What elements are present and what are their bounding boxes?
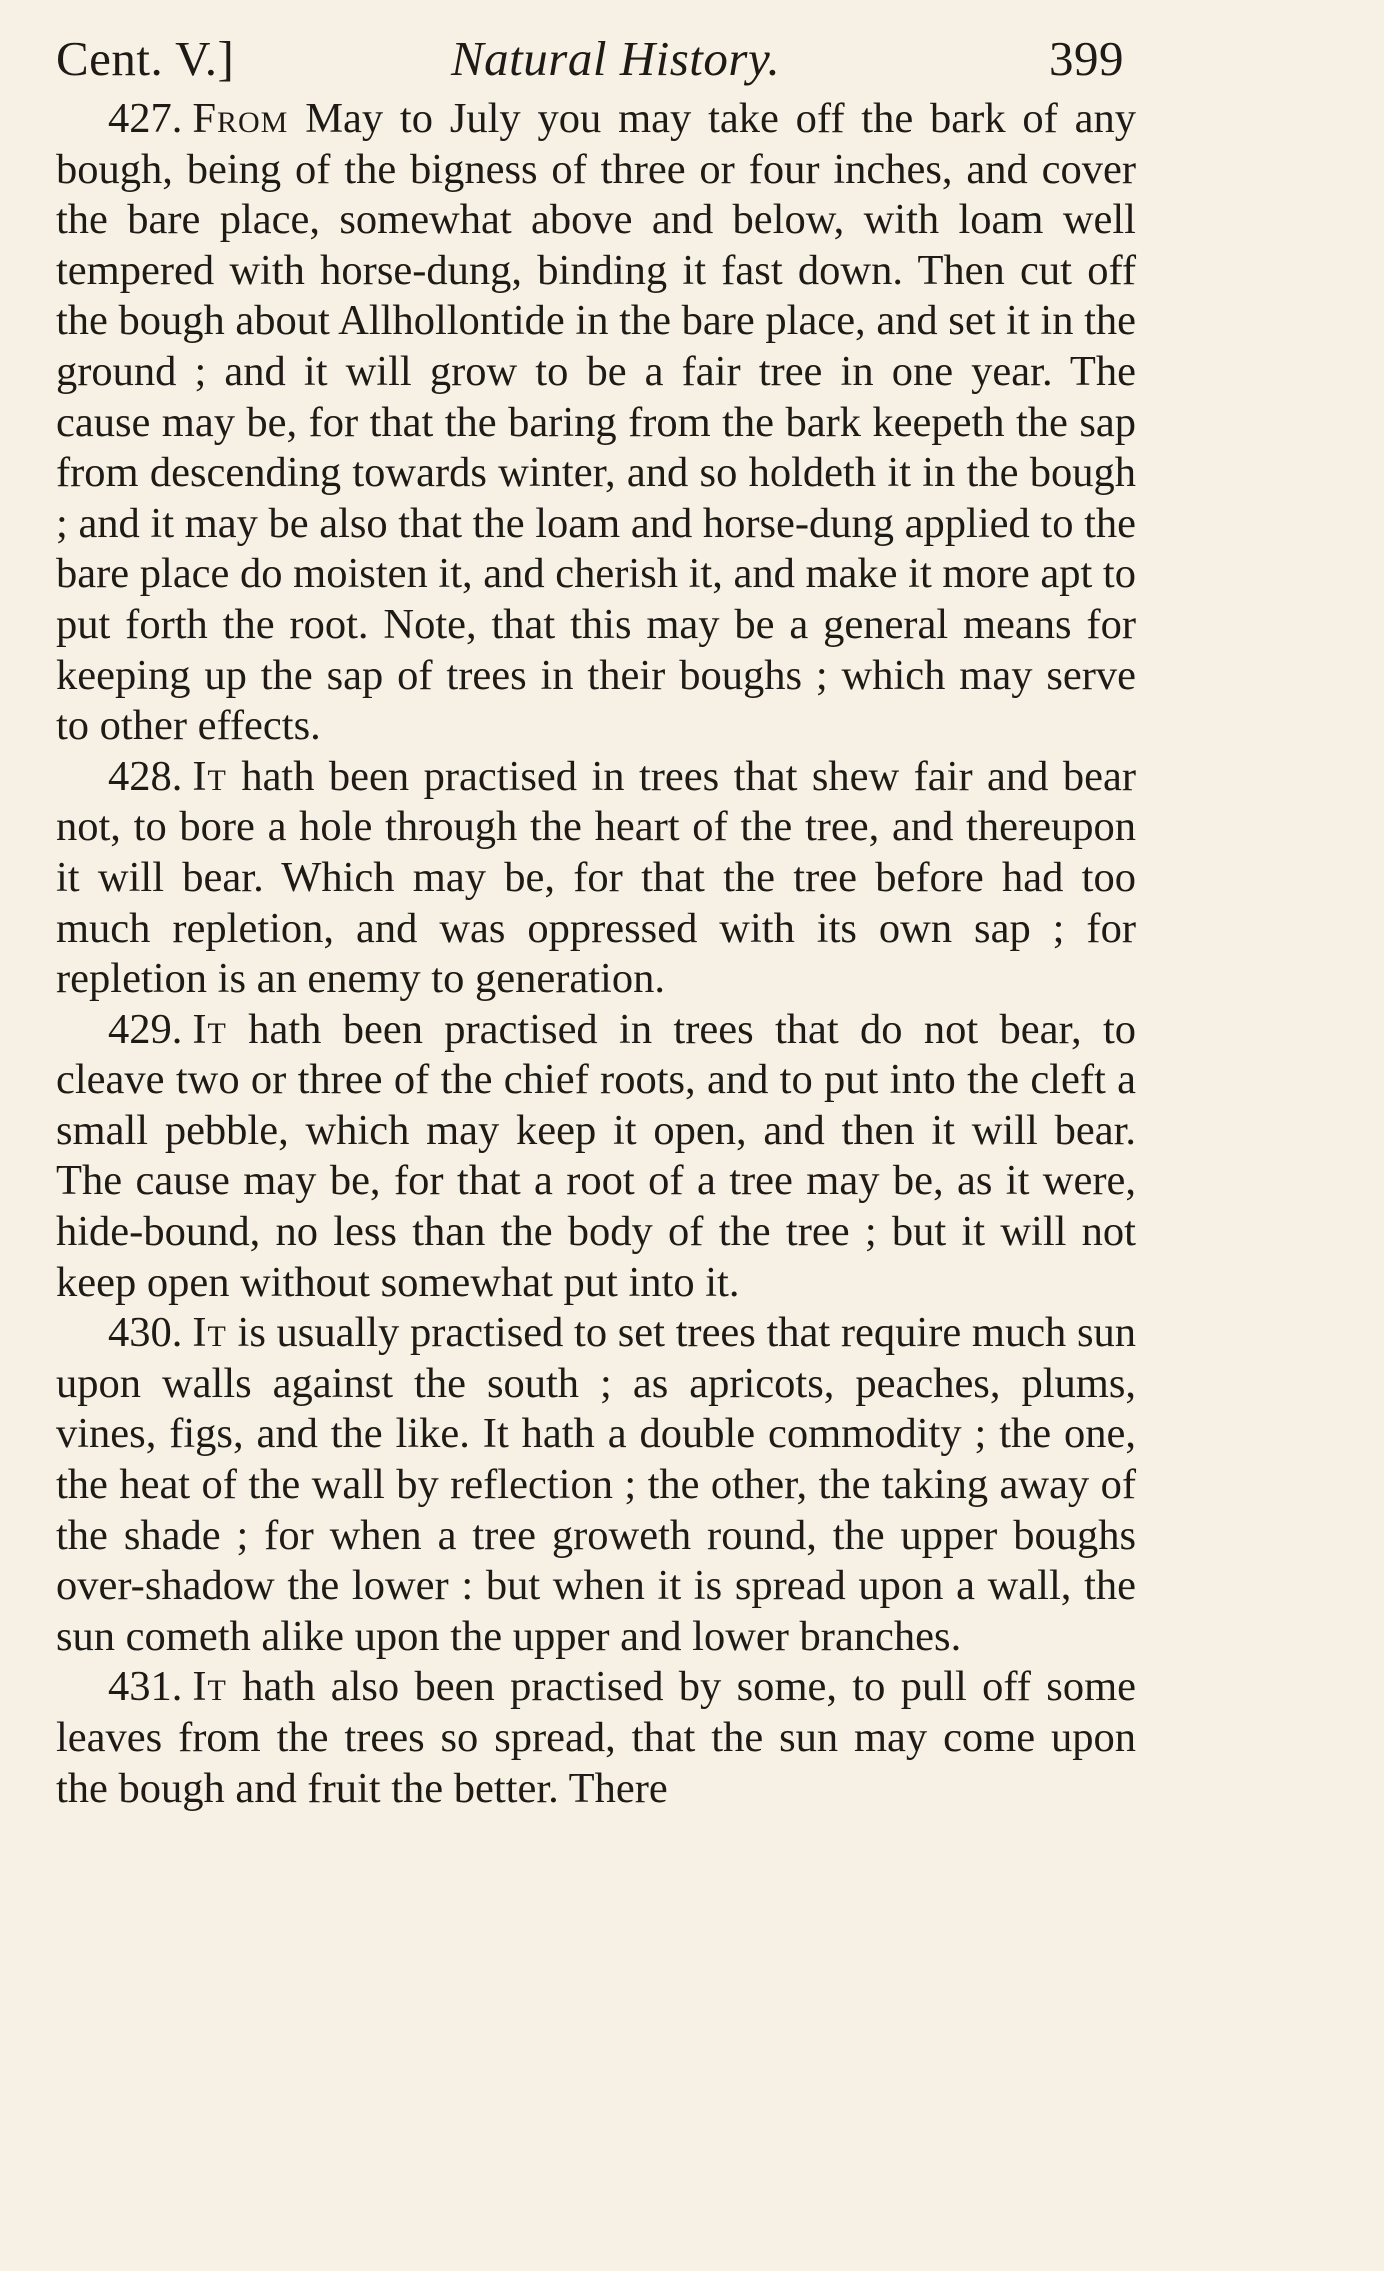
- running-title: Natural History.: [451, 31, 781, 86]
- paragraph-429: [56, 1005, 1136, 1309]
- paragraph-lead-word: It: [192, 1309, 227, 1357]
- body-text: [56, 94, 1136, 1814]
- paragraph-text: hath been practised in trees that do not bear, to cleave two or three of the chief roots, and to put into the cleft a small pebble, which may keep it open, and then it will bear. The cause may be, for that a root of a tree may be, as it were, hide-bound, no less than the body of the tree ; but it will not keep open without somewhat put into it.: [56, 1005, 1136, 1306]
- paragraph-number: 427.: [108, 95, 183, 142]
- paragraph-lead-word: From: [192, 95, 289, 142]
- paragraph-number: 431.: [108, 1663, 183, 1711]
- paragraph-lead-word: It: [192, 1005, 227, 1053]
- paragraph-text: hath also been practised by some, to pull off some leaves from the trees so spread, that the sun may come upon the bough and fruit the better. There: [56, 1663, 1137, 1812]
- paragraph-lead-word: It: [192, 1663, 227, 1711]
- paragraph-lead-word: It: [192, 752, 227, 800]
- paragraph-text: May to July you may take off the bark of any bough, being of the bigness of three or four inches, and cover the bare place, somewhat above and below, with loam well tempered with horse-dung, binding it fast down. Then cut off the bough about Allhollontide in the bare place, and set it in the ground ; and it will grow to be a fair tree in one year. The cause may be, for that the baring from the bark keepeth the sap from descending towards winter, and so holdeth it in the bough ; and it may be also that the loam and horse-dung applied to the bare place do moisten it, and cherish it, and make it more apt to put forth the root. Note, that this may be a general means for keeping up the sap of trees in their boughs ; which may serve to other effects.: [56, 95, 1136, 750]
- paragraph-428: [56, 752, 1136, 1005]
- page-number: 399: [1048, 31, 1124, 86]
- running-head: [56, 28, 1124, 90]
- paragraph-text: hath been practised in trees that shew fair and bear not, to bore a hole through the heart of the tree, and thereupon it will bear. Which may be, for that the tree before had too much repletion, and was oppressed with its own sap ; for repletion is an enemy to generation.: [56, 752, 1136, 1003]
- paragraph-431: [56, 1662, 1136, 1814]
- paragraph-430: [56, 1308, 1136, 1662]
- paragraph-number: 430.: [108, 1309, 183, 1357]
- paragraph-427: [56, 94, 1136, 752]
- paragraph-text: is usually practised to set trees that require much sun upon walls against the south ; as apricots, peaches, plums, vines, figs, and the like. It hath a double commodity ; the one, the heat of the wall by reflection ; the other, the taking away of the shade ; for when a tree groweth round, the upper boughs over-shadow the lower : but when it is spread upon a wall, the sun cometh alike upon the upper and lower branches.: [56, 1309, 1137, 1660]
- section-label: Cent. V.]: [56, 31, 235, 86]
- paragraph-number: 429.: [108, 1005, 183, 1053]
- paragraph-number: 428.: [108, 752, 183, 800]
